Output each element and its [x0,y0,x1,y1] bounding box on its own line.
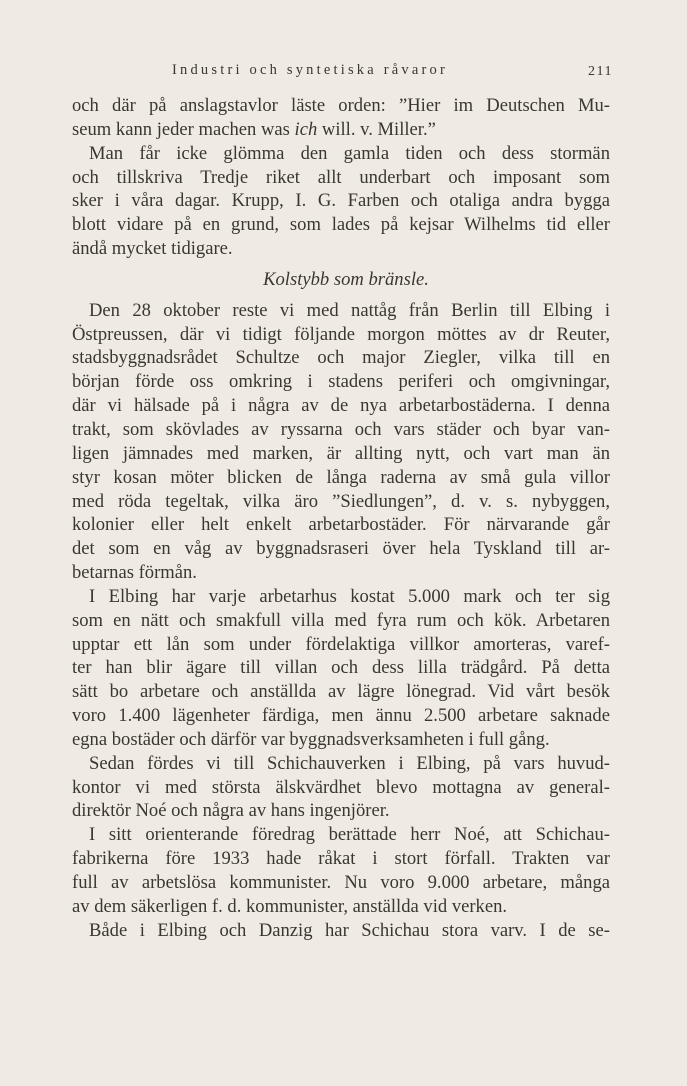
text-line: kontor vi med största älskvärdhet blevo mottagna av general- [72,776,610,798]
text-line: I Elbing har varje arbetarhus kostat 5.000 mark och ter sig [89,585,610,607]
text-line: trakt, som skövlades av ryssarna och vars städer och byar van- [72,418,610,440]
text-line: Både i Elbing och Danzig har Schichau stora varv. I de se- [89,919,610,941]
text-line: av dem säkerligen f. d. kommunister, anställda vid verken. [72,895,508,917]
text-line: upptar ett lån som under fördelaktiga villkor amorteras, varef- [72,633,610,655]
text-line: och tillskriva Tredje riket allt underbart och imposant som [72,166,610,188]
body-text [72,94,610,943]
text-line: början förde oss omkring i stadens periferi och omgivningar, [72,371,610,393]
text-line: Man får icke glömma den gamla tiden och dess stormän [89,142,610,164]
text-line: och där på anslagstavlor läste orden: ”Hier im Deutschen Mu- [72,95,610,116]
text-line: Den 28 oktober reste vi med nattåg från Berlin till Elbing i [89,299,610,321]
running-title: Industri och syntetiska råvaror [172,62,448,78]
section-subheading: Kolstybb som bränsle. [263,268,429,290]
text-line: full av arbetslösa kommunister. Nu voro 9.000 arbetare, många [72,872,610,893]
page-number: 211 [588,64,613,79]
text-line: direktör Noé och några av hans ingenjörer. [72,800,390,822]
text-line: Sedan fördes vi till Schichauverken i Elbing, på vars huvud- [89,752,610,774]
text-line: fabrikerna före 1933 hade råkat i stort förfall. Trakten var [72,848,610,870]
text-line: där vi hälsade på i några av de nya arbetarbostäderna. I denna [72,395,610,417]
text-line: som en nätt och smakfull villa med fyra rum och kök. Arbetaren [72,609,610,631]
text-line: sätt bo arbetare och anställda av lägre lönegrad. Vid vårt besök [72,681,610,703]
text-line: styr kosan möter blicken de långa raderna av små gula villor [72,466,610,488]
text-line: voro 1.400 lägenheter färdiga, men ännu 2.500 arbetare saknade [72,705,610,727]
text-line: ter han blir ägare till villan och dess lilla trädgård. På detta [72,657,610,679]
text-line: med röda tegeltak, vilka äro ”Siedlungen”, d. v. s. nybyggen, [72,490,610,512]
text-line: seum kann jeder machen was ich will. v. Miller.” [72,118,436,140]
text-line: stadsbyggnadsrådet Schultze och major Ziegler, vilka till en [72,347,610,369]
text-line: sker i våra dagar. Krupp, I. G. Farben och otaliga andra bygga [72,190,610,212]
text-line: egna bostäder och därför var byggnadsverksamheten i full gång. [72,728,550,750]
text-line: ligen jämnades med marken, är allting nytt, och vart man än [72,442,610,464]
text-line: Östpreussen, där vi tidigt följande morgon möttes av dr Reuter, [72,323,610,345]
text-line: betarnas förmån. [72,562,197,584]
text-line: blott vidare på en grund, som lades på kejsar Wilhelms tid eller [72,214,610,236]
text-line: ändå mycket tidigare. [72,238,233,260]
text-line: det som en våg av byggnadsraseri över hela Tyskland till ar- [72,538,610,560]
italic-word: ich [294,118,318,140]
text-line: kolonier eller helt enkelt arbetarbostäder. För närvarande går [72,514,610,536]
text-line: I sitt orienterande föredrag berättade herr Noé, att Schichau- [89,824,610,846]
